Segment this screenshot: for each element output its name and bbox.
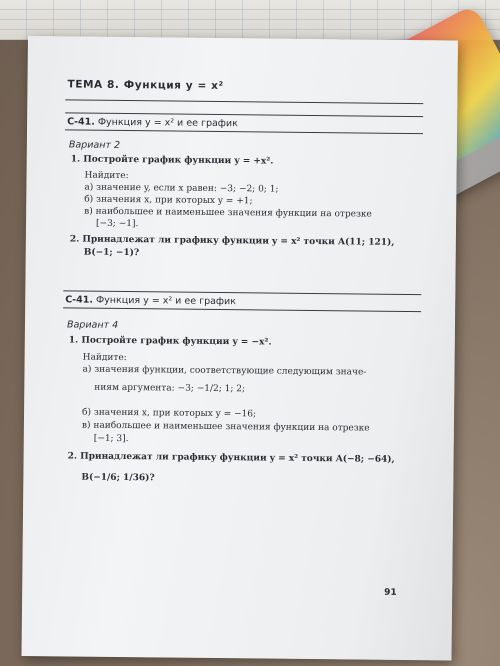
find-label: Найдите: bbox=[84, 170, 129, 182]
divider bbox=[63, 307, 421, 312]
page-number: 91 bbox=[384, 587, 397, 598]
task-item: а) значение y, если x равен: −3; −2; 0; 1; bbox=[84, 182, 279, 195]
worksheet-page bbox=[22, 36, 458, 660]
find-label: Найдите: bbox=[82, 352, 127, 364]
task-2: 2. Принадлежат ли графику функции y = x² точки A(−8; −64), bbox=[67, 451, 395, 465]
divider bbox=[65, 99, 423, 104]
task-item: б) значения x, при которых y = −16; bbox=[82, 407, 257, 420]
task-item: ниям аргумента: −3; −1/2; 1; 2; bbox=[94, 382, 246, 395]
task-2: 2. Принадлежат ли графику функции y = x² точки A(11; 121), bbox=[69, 234, 395, 248]
task-1: 1. Постройте график функции y = +x². bbox=[70, 154, 274, 167]
variant-label: Вариант 4 bbox=[66, 319, 119, 331]
theme-title: ТЕМА 8. Функция y = x² bbox=[67, 78, 224, 93]
task-item: в) наибольшее и наименьшее значения функции на отрезке bbox=[81, 420, 370, 434]
task-item: б) значения x, при которых y = +1; bbox=[84, 194, 253, 207]
divider bbox=[65, 129, 423, 134]
task-item: в) наибольшее и наименьшее значения функции на отрезке bbox=[84, 206, 372, 220]
section-header: С-41. Функция y = x² и ее график bbox=[65, 294, 237, 308]
section-header: С-41. Функция y = x² и ее график bbox=[67, 116, 238, 130]
task-item: а) значения функции, соответствующие следующим значе- bbox=[82, 364, 367, 378]
task-item: [−1; 3]. bbox=[93, 433, 129, 445]
task-item: [−3; −1]. bbox=[95, 218, 139, 230]
task-2-cont: B(−1/6; 1/36)? bbox=[81, 472, 155, 484]
task-1: 1. Постройте график функции y = −x². bbox=[68, 335, 272, 348]
variant-label: Вариант 2 bbox=[68, 139, 121, 151]
task-2-cont: B(−1; −1)? bbox=[83, 247, 140, 259]
